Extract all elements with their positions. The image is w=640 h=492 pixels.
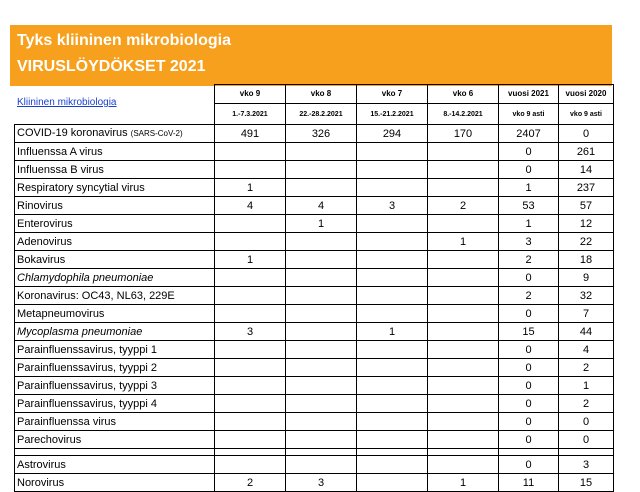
- table-row: [15, 161, 614, 179]
- count-cell: [428, 287, 499, 305]
- count-cell: 2: [499, 287, 559, 305]
- column-header-week: vko 8: [286, 85, 357, 104]
- count-cell: 57: [559, 197, 614, 215]
- count-cell: [215, 395, 286, 413]
- header-banner: [10, 25, 612, 86]
- count-cell: [357, 359, 428, 377]
- count-cell: [357, 305, 428, 323]
- count-cell: [357, 179, 428, 197]
- virus-name: Parainfluenssavirus, tyyppi 3: [17, 379, 158, 392]
- count-cell: [286, 341, 357, 359]
- virus-name-cell: [15, 474, 215, 492]
- count-cell: 9: [559, 269, 614, 287]
- count-cell: 3: [215, 323, 286, 341]
- table-row: [15, 323, 614, 341]
- count-cell: [357, 143, 428, 161]
- header-subtitle: VIRUSLÖYDÖKSET 2021: [17, 58, 206, 75]
- count-cell: 4: [559, 341, 614, 359]
- count-cell: 1: [499, 179, 559, 197]
- virus-name: COVID-19 koronavirus: [17, 127, 128, 139]
- table-row: [15, 431, 614, 449]
- count-cell: [428, 413, 499, 431]
- count-cell: 491: [215, 125, 286, 143]
- table-row: [15, 269, 614, 287]
- count-cell: [286, 395, 357, 413]
- count-cell: [286, 377, 357, 395]
- count-cell: 3: [286, 474, 357, 492]
- count-cell: 7: [559, 305, 614, 323]
- count-cell: 0: [499, 143, 559, 161]
- count-cell: [286, 287, 357, 305]
- count-cell: [286, 251, 357, 269]
- count-cell: 12: [559, 215, 614, 233]
- count-cell: [286, 305, 357, 323]
- count-cell: 261: [559, 143, 614, 161]
- column-header-range: 1.-7.3.2021: [215, 104, 286, 125]
- table-row: [15, 359, 614, 377]
- count-cell: 1: [215, 251, 286, 269]
- table-row: [15, 125, 614, 143]
- virus-name-cell: [15, 431, 215, 449]
- count-cell: [357, 431, 428, 449]
- header-title: Tyks kliininen mikrobiologia: [17, 32, 231, 49]
- count-cell: [215, 377, 286, 395]
- gap-cell: [15, 449, 215, 456]
- count-cell: [215, 233, 286, 251]
- count-cell: [215, 215, 286, 233]
- virus-name-cell: [15, 125, 215, 143]
- virus-name: Parainfluenssavirus, tyyppi 1: [17, 343, 158, 356]
- count-cell: [286, 179, 357, 197]
- count-cell: 44: [559, 323, 614, 341]
- table-row: [15, 305, 614, 323]
- count-cell: 0: [499, 377, 559, 395]
- table-row: [15, 413, 614, 431]
- count-cell: 0: [499, 413, 559, 431]
- table-row: [15, 456, 614, 474]
- virus-name-cell: [15, 143, 215, 161]
- gap-cell: [357, 449, 428, 456]
- count-cell: 0: [499, 161, 559, 179]
- table-row: [15, 251, 614, 269]
- count-cell: [428, 143, 499, 161]
- count-cell: 0: [499, 359, 559, 377]
- virus-name-cell: [15, 197, 215, 215]
- count-cell: [357, 395, 428, 413]
- count-cell: 0: [499, 341, 559, 359]
- count-cell: 2: [559, 359, 614, 377]
- count-cell: 1: [428, 233, 499, 251]
- virus-name: Respiratory syncytial virus: [17, 181, 145, 194]
- virus-name: Norovirus: [17, 476, 65, 489]
- count-cell: [428, 179, 499, 197]
- virus-name: Chlamydophila pneumoniae: [17, 271, 154, 284]
- table-row: [15, 143, 614, 161]
- count-cell: 2: [215, 474, 286, 492]
- count-cell: [215, 413, 286, 431]
- virus-note: (SARS-CoV-2): [130, 129, 183, 138]
- virus-name: Koronavirus: OC43, NL63, 229E: [17, 289, 175, 302]
- count-cell: 3: [499, 233, 559, 251]
- virus-name: Astrovirus: [17, 458, 66, 471]
- virus-name-cell: [15, 323, 215, 341]
- column-header-week: vko 9: [215, 85, 286, 104]
- kliininen-mikrobiologia-link[interactable]: Kliininen mikrobiologia: [17, 97, 117, 108]
- count-cell: [215, 143, 286, 161]
- count-cell: 1: [428, 474, 499, 492]
- virus-name: Adenovirus: [17, 235, 73, 248]
- virus-findings-table: [14, 84, 614, 492]
- column-header-range: vko 9 asti: [559, 104, 614, 125]
- count-cell: [357, 269, 428, 287]
- count-cell: [215, 341, 286, 359]
- count-cell: [357, 161, 428, 179]
- count-cell: [215, 161, 286, 179]
- count-cell: [357, 341, 428, 359]
- count-cell: [428, 269, 499, 287]
- count-cell: 170: [428, 125, 499, 143]
- virus-name-cell: [15, 377, 215, 395]
- count-cell: [428, 251, 499, 269]
- count-cell: [215, 456, 286, 474]
- table-row: [15, 474, 614, 492]
- virus-name: Influenssa B virus: [17, 163, 104, 176]
- virus-name: Parainfluenssavirus, tyyppi 4: [17, 397, 158, 410]
- gap-cell: [286, 449, 357, 456]
- count-cell: [428, 431, 499, 449]
- count-cell: [357, 233, 428, 251]
- column-header-week: vko 6: [428, 85, 499, 104]
- table-gap-row: [15, 449, 614, 456]
- virus-name-cell: [15, 305, 215, 323]
- count-cell: 1: [286, 215, 357, 233]
- count-cell: 3: [357, 197, 428, 215]
- count-cell: 0: [559, 431, 614, 449]
- count-cell: [428, 215, 499, 233]
- count-cell: 1: [357, 323, 428, 341]
- count-cell: 2: [559, 395, 614, 413]
- count-cell: 11: [499, 474, 559, 492]
- column-header-week: vuosi 2021: [499, 85, 559, 104]
- virus-name: Rinovirus: [17, 199, 63, 212]
- table-row: [15, 215, 614, 233]
- count-cell: [286, 323, 357, 341]
- table-row: [15, 341, 614, 359]
- count-cell: 4: [215, 197, 286, 215]
- count-cell: 15: [499, 323, 559, 341]
- count-cell: 237: [559, 179, 614, 197]
- virus-name-cell: [15, 413, 215, 431]
- count-cell: 0: [559, 413, 614, 431]
- count-cell: 22: [559, 233, 614, 251]
- table-row: [15, 233, 614, 251]
- virus-name-cell: [15, 251, 215, 269]
- table-row: [15, 377, 614, 395]
- count-cell: 0: [499, 431, 559, 449]
- table-row: [15, 395, 614, 413]
- count-cell: [357, 456, 428, 474]
- count-cell: 14: [559, 161, 614, 179]
- count-cell: [357, 215, 428, 233]
- virus-name-cell: [15, 395, 215, 413]
- count-cell: [428, 341, 499, 359]
- count-cell: [357, 287, 428, 305]
- count-cell: [286, 269, 357, 287]
- count-cell: [286, 359, 357, 377]
- virus-name-cell: [15, 179, 215, 197]
- virus-name: Parainfluenssavirus, tyyppi 2: [17, 361, 158, 374]
- count-cell: [357, 413, 428, 431]
- column-header-week: vuosi 2020: [559, 85, 614, 104]
- count-cell: 1: [215, 179, 286, 197]
- count-cell: [357, 474, 428, 492]
- virus-name-cell: [15, 359, 215, 377]
- virus-name-cell: [15, 233, 215, 251]
- virus-name-cell: [15, 287, 215, 305]
- count-cell: [286, 233, 357, 251]
- count-cell: [428, 395, 499, 413]
- virus-name-cell: [15, 341, 215, 359]
- count-cell: 0: [559, 125, 614, 143]
- count-cell: 1: [559, 377, 614, 395]
- gap-cell: [428, 449, 499, 456]
- count-cell: [286, 456, 357, 474]
- count-cell: [428, 377, 499, 395]
- count-cell: [215, 359, 286, 377]
- virus-name: Metapneumovirus: [17, 307, 105, 320]
- count-cell: [428, 161, 499, 179]
- count-cell: 1: [499, 215, 559, 233]
- count-cell: [428, 359, 499, 377]
- count-cell: 0: [499, 269, 559, 287]
- count-cell: 294: [357, 125, 428, 143]
- gap-cell: [559, 449, 614, 456]
- column-header-range: 8.-14.2.2021: [428, 104, 499, 125]
- gap-cell: [215, 449, 286, 456]
- virus-name-cell: [15, 215, 215, 233]
- virus-name: Mycoplasma pneumoniae: [17, 325, 143, 338]
- virus-name-cell: [15, 456, 215, 474]
- virus-name: Parechovirus: [17, 433, 82, 446]
- count-cell: [428, 456, 499, 474]
- virus-name: Parainfluenssa virus: [17, 415, 117, 428]
- virus-name: Bokavirus: [17, 253, 66, 266]
- count-cell: 0: [499, 456, 559, 474]
- count-cell: [286, 413, 357, 431]
- count-cell: 2: [428, 197, 499, 215]
- table-row: [15, 287, 614, 305]
- table-row: [15, 197, 614, 215]
- count-cell: [215, 431, 286, 449]
- count-cell: [357, 251, 428, 269]
- virus-name: Influenssa A virus: [17, 145, 103, 158]
- count-cell: [215, 287, 286, 305]
- column-header-week: vko 7: [357, 85, 428, 104]
- count-cell: [215, 269, 286, 287]
- count-cell: 0: [499, 395, 559, 413]
- count-cell: 18: [559, 251, 614, 269]
- count-cell: 4: [286, 197, 357, 215]
- column-header-range: 22.-28.2.2021: [286, 104, 357, 125]
- table-row: [15, 179, 614, 197]
- gap-cell: [499, 449, 559, 456]
- column-header-range: vko 9 asti: [499, 104, 559, 125]
- count-cell: [286, 143, 357, 161]
- count-cell: 53: [499, 197, 559, 215]
- count-cell: 2407: [499, 125, 559, 143]
- count-cell: 32: [559, 287, 614, 305]
- count-cell: [286, 431, 357, 449]
- virus-name-cell: [15, 269, 215, 287]
- count-cell: [357, 377, 428, 395]
- count-cell: 2: [499, 251, 559, 269]
- count-cell: [428, 305, 499, 323]
- count-cell: 3: [559, 456, 614, 474]
- count-cell: [215, 305, 286, 323]
- count-cell: [286, 161, 357, 179]
- count-cell: 15: [559, 474, 614, 492]
- virus-name-cell: [15, 161, 215, 179]
- virus-name: Enterovirus: [17, 217, 73, 230]
- count-cell: 0: [499, 305, 559, 323]
- count-cell: 326: [286, 125, 357, 143]
- count-cell: [428, 323, 499, 341]
- column-header-range: 15.-21.2.2021: [357, 104, 428, 125]
